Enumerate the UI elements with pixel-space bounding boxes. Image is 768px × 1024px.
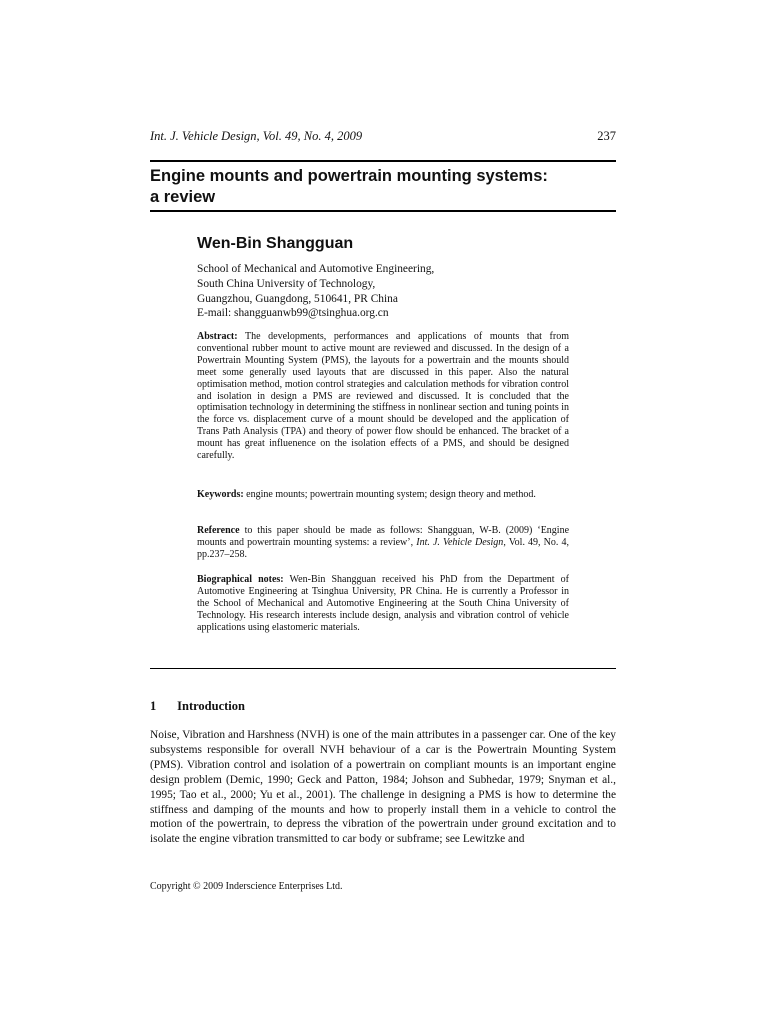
section-heading <box>150 698 245 714</box>
author-name: Wen-Bin Shangguan <box>197 235 354 252</box>
affiliation-line: Guangzhou, Guangdong, 510641, PR China <box>197 292 398 305</box>
biographical-notes-text: Wen-Bin Shangguan received his PhD from the Department of Automotive Engineering at Tsinghua University, PR China. He is currently a Professor in the School of Mechanical and Automotive Engineering at the South China University of Technology. His research interests include design, analysis and vibration control of vehicle applications using elastomeric materials. <box>197 574 569 633</box>
reference-journal: Int. J. Vehicle Design <box>416 536 504 548</box>
keywords-label: Keywords: <box>197 489 244 500</box>
keywords-text: engine mounts; powertrain mounting system; design theory and method. <box>246 489 536 500</box>
title-top-rule <box>150 160 616 162</box>
affiliation-line: School of Mechanical and Automotive Engineering, <box>197 263 435 275</box>
title-bottom-rule <box>150 210 616 212</box>
biographical-notes <box>197 574 569 634</box>
article-title <box>150 166 616 208</box>
abstract-text: The developments, performances and applications of mounts that from conventional rubber mount to active mount are reviewed and discussed. In the design of a Powertrain Mounting System (PMS), the layouts for a powertrain and the mounts should meet some generally used layouts that are discussed in this paper. Also the natural optimisation method, motion control strategies and calculation methods for vibration control and isolation in design a PMS are reviewed and discussed. It is concluded that the optimisation technology in determining the stiffness in nonlinear section and tuning points in the force vs. displacement curve of a mount should be developed and the application of Trans Path Analysis (TPA) and theory of power flow should be enhanced. The bracket of a mount has great influenence on the isolation effects of a PMS, and should be designed carefully. <box>197 331 569 462</box>
author-affiliation <box>197 262 569 321</box>
abstract-label: Abstract: <box>197 331 238 342</box>
biographical-notes-label: Biographical notes: <box>197 574 284 585</box>
introduction-paragraph: Noise, Vibration and Harshness (NVH) is one of the main attributes in a passenger car. One of the key subsystems responsible for overall NVH behaviour of a car is the Powertrain Mounting System (PMS). Vibration control and isolation of a powertrain on compliant mounts is an important engine design problem (Demic, 1990; Geck and Patton, 1984; Johson and Subhedar, 1979; Snyman et al., 1995; Tao et al., 2000; Yu et al., 2001). The challenge in designing a PMS is how to determine the stiffness and damping of the mounts and how to properly install them in a vehicle to control the motion of the powertrain, to depress the vibration of the powertrain under ground excitation and to isolate the engine vibration transmitted to car body or subframe; see Lewitzke and <box>150 729 616 846</box>
author-email: E-mail: shangguanwb99@tsinghua.org.cn <box>197 307 389 320</box>
affiliation-line: South China University of Technology, <box>197 277 376 290</box>
reference-label: Reference <box>197 525 240 536</box>
copyright-notice: Copyright © 2009 Inderscience Enterprises Ltd. <box>150 881 343 892</box>
abstract-bottom-rule <box>150 668 616 669</box>
page-number: 237 <box>597 129 616 143</box>
journal-citation: Int. J. Vehicle Design, Vol. 49, No. 4, 2009 <box>150 129 363 143</box>
reference-text: to this paper should be made as follows: Shangguan, W-B. (2009) ‘Engine mounts and powertrain mounting systems: a review’, <box>197 525 570 548</box>
keywords <box>197 489 569 501</box>
section-title: Introduction <box>177 699 245 713</box>
article-title-line-2: a review <box>150 188 216 206</box>
section-number: 1 <box>150 699 157 713</box>
article-title-line-1: Engine mounts and powertrain mounting systems: <box>150 167 548 185</box>
abstract <box>197 331 569 462</box>
running-header <box>150 128 616 144</box>
reference-note <box>197 525 569 561</box>
reference-volume: , Vol. 49, No. 4, pp.237–258. <box>197 536 569 560</box>
